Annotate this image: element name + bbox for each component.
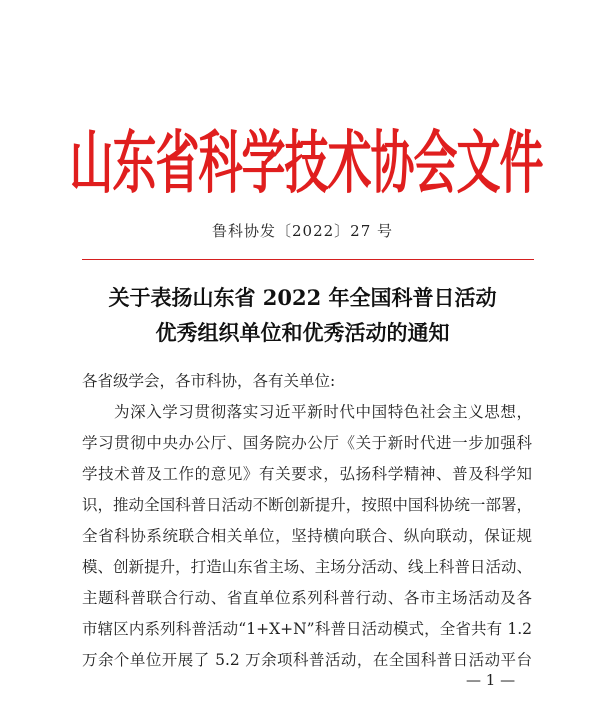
body-line: 主题科普联合行动、省直单位系列科普行动、各市主场活动及各 [82,589,532,607]
red-separator-line [82,259,534,260]
notice-title-line-2: 优秀组织单位和优秀活动的通知 [155,320,450,345]
document-number: 鲁科协发〔2022〕27 号 [211,222,394,240]
body-line: 模、创新提升，打造山东省主场、主场分活动、线上科普日活动、 [82,558,532,576]
body-line: 识，推动全国科普日活动不断创新提升，按照中国科协统一部署， [82,496,532,514]
notice-title-line-1: 关于表扬山东省 2022 年全国科普日活动 [108,285,497,310]
issuer-masthead: 山东省科学技术协会文件 [69,124,543,204]
body-line: 万余个单位开展了 5.2 万余项科普活动，在全国科普日活动平台 [82,651,532,669]
body-line: 市辖区内系列科普活动“1+X+N”科普日活动模式，全省共有 1.2 [82,620,532,638]
body-line: 全省科协系统联合相关单位，坚持横向联合、纵向联动，保证规 [82,527,532,545]
body-line: 学技术普及工作的意见》有关要求，弘扬科学精神、普及科学知 [82,465,532,483]
body-line: 为深入学习贯彻落实习近平新时代中国特色社会主义思想， [114,403,532,421]
body-line: 学习贯彻中央办公厅、国务院办公厅《关于新时代进一步加强科 [82,434,532,452]
salutation: 各省级学会，各市科协，各有关单位: [82,372,336,390]
page-number: — 1 — [466,671,516,689]
